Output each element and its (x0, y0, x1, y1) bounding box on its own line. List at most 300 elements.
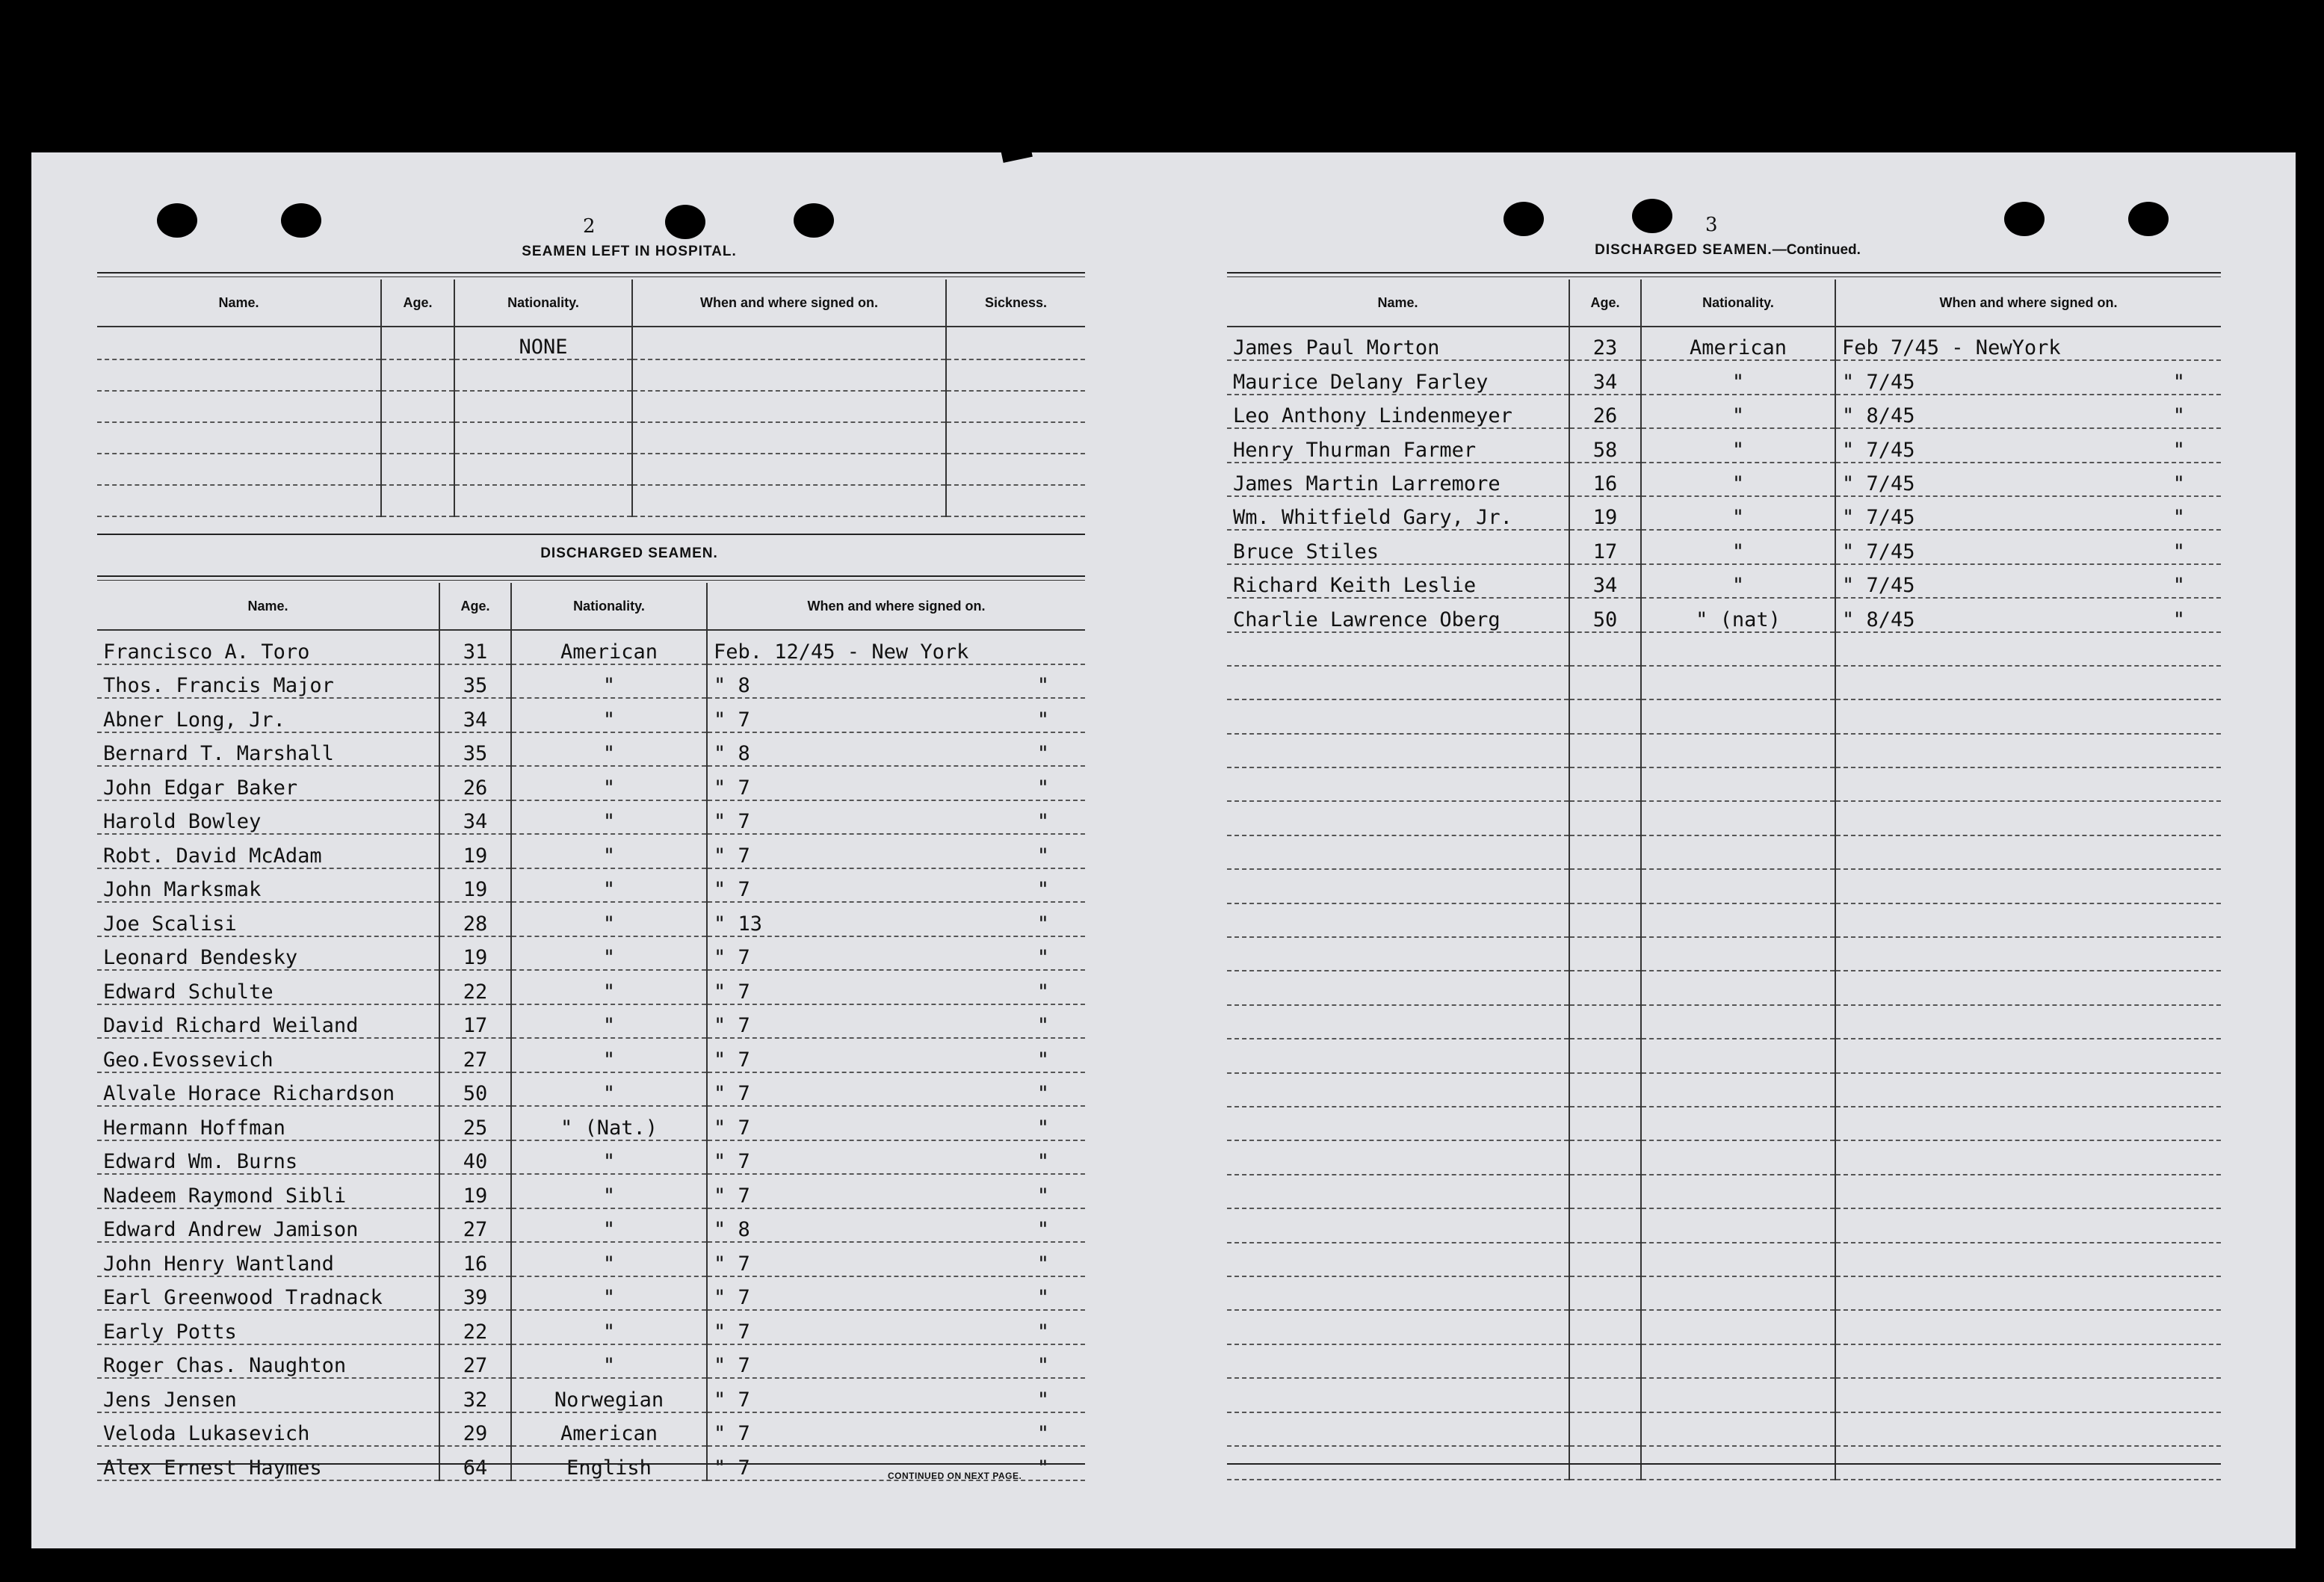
seaman-name: Earl Greenwood Tradnack (97, 1276, 439, 1311)
signed-on-cell (1835, 869, 2221, 903)
seaman-name (1227, 666, 1569, 699)
signed-on-entry (1842, 405, 2221, 427)
seaman-age (1569, 1310, 1641, 1344)
seaman-nationality (1641, 835, 1835, 869)
seaman-nationality: " (511, 1072, 707, 1107)
signed-on-date: " 7 (714, 1082, 750, 1105)
seaman-nationality (1641, 666, 1835, 699)
signed-on-date: " 7 (714, 878, 750, 901)
signed-on-cell (1835, 1344, 2221, 1378)
binder-hole (2004, 202, 2045, 236)
seaman-age (1569, 1243, 1641, 1276)
seaman-name: James Paul Morton (1227, 327, 1569, 360)
table-row (97, 630, 1085, 664)
seaman-nationality: " (511, 732, 707, 767)
seaman-name: Jens Jensen (97, 1378, 439, 1412)
seaman-age (1569, 767, 1641, 801)
signed-on-date: " 7/45 (1842, 540, 1915, 563)
column-header-signed-on: When and where signed on. (632, 279, 946, 327)
column-header-name: Name. (97, 279, 381, 327)
seaman-age (1569, 1005, 1641, 1039)
signed-on-cell (1835, 327, 2221, 360)
signed-on-date: " 8/45 (1842, 608, 1915, 631)
signed-on-date: " 7 (714, 810, 750, 833)
signed-on-cell (1835, 1005, 2221, 1039)
seaman-age: 19 (439, 1174, 511, 1208)
discharged-continued-title (1504, 242, 1952, 259)
signed-on-cell (1835, 395, 2221, 428)
seaman-age: 28 (439, 902, 511, 936)
seaman-age: 35 (439, 732, 511, 767)
column-header-age: Age. (439, 583, 511, 630)
column-header-age: Age. (1569, 279, 1641, 327)
seaman-name: Edward Wm. Burns (97, 1140, 439, 1175)
signed-on-entry (714, 1117, 1085, 1140)
seaman-name: Richard Keith Leslie (1227, 564, 1569, 598)
seaman-nationality: " (1641, 395, 1835, 428)
table-row (97, 970, 1085, 1004)
signed-on-cell (707, 1344, 1085, 1379)
table-row (1227, 801, 2221, 835)
discharged-section-title: DISCHARGED SEAMEN. (540, 546, 718, 561)
seaman-nationality: Norwegian (511, 1378, 707, 1412)
table-row (97, 1242, 1085, 1276)
signed-on-place: " (1036, 674, 1049, 697)
signed-on-place: " (2172, 404, 2185, 428)
seaman-nationality (1641, 1005, 1835, 1039)
signed-on-place: " (1036, 912, 1049, 936)
seaman-name: Wm. Whitfield Gary, Jr. (1227, 496, 1569, 530)
discharged-table (97, 583, 1085, 1481)
signed-on-place: " (1036, 878, 1049, 901)
seaman-age: 39 (439, 1276, 511, 1311)
seaman-name: Edward Andrew Jamison (97, 1208, 439, 1243)
seaman-age: 58 (1569, 428, 1641, 462)
seaman-age (1569, 835, 1641, 869)
signed-on-entry (714, 709, 1085, 732)
signed-on-date: Feb 7/45 - NewYork (1842, 336, 2061, 360)
discharged-continued-table (1227, 279, 2221, 1480)
seaman-name (1227, 1175, 1569, 1208)
column-header-nationality: Nationality. (1641, 279, 1835, 327)
seaman-name: Hermann Hoffman (97, 1106, 439, 1140)
signed-on-date: " 7 (714, 1048, 750, 1072)
table-row (1227, 1276, 2221, 1310)
seaman-name: Leo Anthony Lindenmeyer (1227, 395, 1569, 428)
seaman-nationality (1641, 1073, 1835, 1107)
signed-on-entry (714, 1253, 1085, 1276)
signed-on-place: " (1036, 980, 1049, 1004)
signed-on-cell (707, 800, 1085, 835)
table-row (1227, 971, 2221, 1004)
table-row (1227, 903, 2221, 937)
table-row (97, 732, 1085, 767)
signed-on-entry (714, 1083, 1085, 1105)
seaman-age (1569, 1073, 1641, 1107)
seaman-name: Robt. David McAdam (97, 834, 439, 868)
table-row (1227, 937, 2221, 971)
seaman-nationality: " (1641, 428, 1835, 462)
signed-on-entry (1842, 337, 2221, 359)
signed-on-cell (1835, 1310, 2221, 1344)
signed-on-cell (707, 698, 1085, 732)
signed-on-entry (714, 913, 1085, 936)
signed-on-date: " 7 (714, 1422, 750, 1445)
seaman-nationality: " (511, 766, 707, 800)
signed-on-cell (1835, 530, 2221, 563)
table-row (1227, 496, 2221, 530)
signed-on-cell (707, 868, 1085, 903)
section-rule (97, 276, 1085, 277)
table-row (97, 1412, 1085, 1447)
seaman-name: Roger Chas. Naughton (97, 1344, 439, 1379)
signed-on-cell (1835, 598, 2221, 631)
column-header-name: Name. (97, 583, 439, 630)
seaman-age: 31 (439, 630, 511, 664)
signed-on-cell (707, 1140, 1085, 1175)
table-row (97, 936, 1085, 971)
signed-on-cell (1835, 801, 2221, 835)
signed-on-place: " (2172, 438, 2185, 462)
signed-on-place: " (1036, 1252, 1049, 1276)
seaman-age (1569, 632, 1641, 666)
table-row (97, 902, 1085, 936)
seaman-name (1227, 632, 1569, 666)
table-row (1227, 428, 2221, 462)
signed-on-entry (714, 845, 1085, 868)
signed-on-entry (1842, 439, 2221, 462)
seaman-nationality: " (1641, 564, 1835, 598)
signed-on-entry (714, 1015, 1085, 1037)
signed-on-place: " (2172, 574, 2185, 598)
seaman-name: Alvale Horace Richardson (97, 1072, 439, 1107)
seaman-age: 19 (1569, 496, 1641, 530)
seaman-age (1569, 1208, 1641, 1242)
table-row (1227, 530, 2221, 563)
seaman-nationality (1641, 1175, 1835, 1208)
signed-on-date: " 7 (714, 946, 750, 969)
signed-on-entry (714, 641, 1085, 664)
binder-hole (2128, 202, 2169, 236)
table-row (97, 1004, 1085, 1039)
signed-on-cell (1835, 937, 2221, 971)
seaman-age (1569, 801, 1641, 835)
signed-on-cell (707, 834, 1085, 868)
seaman-name (1227, 1243, 1569, 1276)
table-row (1227, 666, 2221, 699)
signed-on-date: " 7 (714, 776, 750, 800)
signed-on-entry (714, 743, 1085, 765)
seaman-age: 25 (439, 1106, 511, 1140)
table-row (1227, 1378, 2221, 1412)
seaman-age: 16 (439, 1242, 511, 1276)
signed-on-place: " (1036, 1456, 1049, 1480)
binder-hole (794, 203, 834, 238)
seaman-nationality: " (1641, 496, 1835, 530)
column-header-name: Name. (1227, 279, 1569, 327)
signed-on-cell (707, 1276, 1085, 1311)
signed-on-entry (714, 947, 1085, 969)
seaman-name: Edward Schulte (97, 970, 439, 1004)
signed-on-date: Feb. 12/45 - New York (714, 640, 969, 664)
seaman-name: Veloda Lukasevich (97, 1412, 439, 1447)
signed-on-date: " 7/45 (1842, 370, 1915, 394)
seaman-name (1227, 1412, 1569, 1446)
seaman-name (1227, 1276, 1569, 1310)
signed-on-cell (1835, 1073, 2221, 1107)
signed-on-cell (707, 902, 1085, 936)
signed-on-cell (1835, 666, 2221, 699)
binder-hole (1632, 199, 1672, 233)
seaman-name (1227, 1107, 1569, 1140)
signed-on-place: " (1036, 1014, 1049, 1037)
seaman-age (1569, 1378, 1641, 1412)
signed-on-place: " (1036, 946, 1049, 969)
seaman-name: Abner Long, Jr. (97, 698, 439, 732)
seaman-nationality: American (511, 1412, 707, 1447)
seaman-name (1227, 1208, 1569, 1242)
table-row (97, 1310, 1085, 1344)
signed-on-cell (707, 1004, 1085, 1039)
signed-on-date: " 7 (714, 708, 750, 732)
signed-on-cell (707, 1038, 1085, 1072)
signed-on-date: " 7/45 (1842, 574, 1915, 598)
signed-on-place: " (2172, 370, 2185, 394)
seaman-name: Geo.Evossevich (97, 1038, 439, 1072)
seaman-nationality: " (511, 1208, 707, 1243)
signed-on-date: " 7/45 (1842, 506, 1915, 530)
seaman-name: James Martin Larremore (1227, 463, 1569, 496)
seaman-age: 23 (1569, 327, 1641, 360)
column-header-age: Age. (381, 279, 454, 327)
seaman-age (1569, 937, 1641, 971)
seaman-name (1227, 1344, 1569, 1378)
table-row (1227, 1073, 2221, 1107)
table-row (1227, 1344, 2221, 1378)
seaman-nationality (1641, 1344, 1835, 1378)
seaman-nationality (1641, 1039, 1835, 1072)
signed-on-place: " (1036, 1388, 1049, 1412)
seaman-name: John Marksmak (97, 868, 439, 903)
signed-on-entry (1842, 541, 2221, 563)
seaman-name: Harold Bowley (97, 800, 439, 835)
seaman-age: 34 (439, 698, 511, 732)
signed-on-cell (707, 1072, 1085, 1107)
seaman-name: Leonard Bendesky (97, 936, 439, 971)
seaman-age: 26 (1569, 395, 1641, 428)
signed-on-place: " (1036, 776, 1049, 800)
seaman-nationality: " (Nat.) (511, 1106, 707, 1140)
signed-on-cell (1835, 1378, 2221, 1412)
signed-on-cell (1835, 360, 2221, 394)
seaman-age (1569, 971, 1641, 1004)
seaman-name: Bruce Stiles (1227, 530, 1569, 563)
signed-on-cell (1835, 1243, 2221, 1276)
seaman-age: 34 (1569, 564, 1641, 598)
signed-on-date: " 7 (714, 1456, 750, 1480)
seaman-nationality: " (1641, 530, 1835, 563)
table-row (97, 1344, 1085, 1379)
binder-hole (665, 205, 705, 239)
table-row (97, 834, 1085, 868)
signed-on-cell (1835, 835, 2221, 869)
signed-on-entry (1842, 507, 2221, 529)
seaman-name: Nadeem Raymond Sibli (97, 1174, 439, 1208)
signed-on-cell (1835, 1175, 2221, 1208)
seaman-nationality (1641, 734, 1835, 767)
signed-on-date: " 7 (714, 1354, 750, 1377)
signed-on-place: " (2172, 540, 2185, 563)
seaman-name (1227, 869, 1569, 903)
seaman-age: 35 (439, 664, 511, 699)
table-row (1227, 360, 2221, 394)
signed-on-entry (714, 811, 1085, 833)
table-row (97, 766, 1085, 800)
signed-on-entry (714, 1389, 1085, 1412)
signed-on-place: " (1036, 1218, 1049, 1241)
seaman-name (1227, 1378, 1569, 1412)
signed-on-cell (1835, 1276, 2221, 1310)
table-row (97, 1106, 1085, 1140)
seaman-age (1569, 1276, 1641, 1310)
table-row (1227, 1310, 2221, 1344)
table-row (1227, 632, 2221, 666)
section-rule (1227, 276, 2221, 277)
seaman-name: Charlie Lawrence Oberg (1227, 598, 1569, 631)
continued-note: CONTINUED ON NEXT PAGE. (888, 1471, 1022, 1481)
seaman-name (1227, 1005, 1569, 1039)
signed-on-cell (1835, 903, 2221, 937)
seaman-age (1569, 734, 1641, 767)
signed-on-date: " 7 (714, 844, 750, 868)
seaman-nationality (1641, 1378, 1835, 1412)
seaman-name (1227, 903, 1569, 937)
seaman-nationality: " (511, 1004, 707, 1039)
seaman-name (1227, 801, 1569, 835)
signed-on-entry (714, 879, 1085, 901)
table-row (1227, 395, 2221, 428)
seaman-age: 27 (439, 1208, 511, 1243)
seaman-name (1227, 734, 1569, 767)
signed-on-place: " (1036, 1150, 1049, 1173)
seaman-nationality: English (511, 1446, 707, 1480)
hospital-table (97, 279, 1085, 517)
table-row (97, 1038, 1085, 1072)
seaman-nationality (1641, 1412, 1835, 1446)
table-row (97, 664, 1085, 699)
table-row (1227, 1140, 2221, 1174)
signed-on-cell (1835, 1208, 2221, 1242)
seaman-name: John Edgar Baker (97, 766, 439, 800)
signed-on-entry (714, 1049, 1085, 1072)
signed-on-date: " 7/45 (1842, 438, 1915, 462)
page-number: 3 (1705, 214, 1718, 236)
signed-on-cell (707, 1174, 1085, 1208)
seaman-age: 16 (1569, 463, 1641, 496)
signed-on-cell (707, 630, 1085, 664)
column-header-signed-on: When and where signed on. (707, 583, 1085, 630)
signed-on-cell (1835, 1039, 2221, 1072)
signed-on-cell (707, 732, 1085, 767)
table-row (97, 1140, 1085, 1175)
seaman-age: 34 (1569, 360, 1641, 394)
binder-hole (1504, 202, 1544, 236)
hospital-none-entry: NONE (454, 327, 632, 359)
signed-on-cell (1835, 496, 2221, 530)
seaman-age (1569, 1412, 1641, 1446)
seaman-age: 50 (439, 1072, 511, 1107)
signed-on-place: " (1036, 742, 1049, 765)
seaman-nationality: " (511, 1174, 707, 1208)
column-header-nationality: Nationality. (454, 279, 632, 327)
seaman-nationality: " (511, 1344, 707, 1379)
document-sheet (31, 152, 2296, 1548)
signed-on-place: " (2172, 506, 2185, 530)
section-rule (97, 580, 1085, 581)
seaman-nationality (1641, 1243, 1835, 1276)
seaman-name (1227, 1039, 1569, 1072)
signed-on-cell (1835, 699, 2221, 733)
seaman-name: Early Potts (97, 1310, 439, 1344)
seaman-nationality: " (nat) (1641, 598, 1835, 631)
signed-on-cell (1835, 734, 2221, 767)
seaman-nationality (1641, 1140, 1835, 1174)
table-row (1227, 869, 2221, 903)
seaman-nationality: " (511, 698, 707, 732)
seaman-nationality: " (511, 1310, 707, 1344)
signed-on-entry (714, 777, 1085, 800)
table-row (1227, 767, 2221, 801)
signed-on-cell (1835, 1412, 2221, 1446)
seaman-age: 50 (1569, 598, 1641, 631)
signed-on-date: " 7 (714, 1014, 750, 1037)
seaman-age: 17 (439, 1004, 511, 1039)
seaman-nationality: " (1641, 360, 1835, 394)
table-row (1227, 564, 2221, 598)
signed-on-entry (714, 981, 1085, 1004)
seaman-name (1227, 1310, 1569, 1344)
signed-on-date: " 7 (714, 1116, 750, 1140)
seaman-nationality (1641, 632, 1835, 666)
signed-on-cell (707, 664, 1085, 699)
signed-on-date: " 7 (714, 1320, 750, 1344)
table-row (97, 1072, 1085, 1107)
signed-on-place: " (1036, 1116, 1049, 1140)
column-header-sickness: Sickness. (946, 279, 1085, 327)
seaman-nationality: " (511, 1140, 707, 1175)
table-row (97, 1276, 1085, 1311)
section-rule (97, 575, 1085, 577)
seaman-age (1569, 1039, 1641, 1072)
seaman-nationality: " (511, 834, 707, 868)
signed-on-date: " 7 (714, 1252, 750, 1276)
seaman-nationality (1641, 971, 1835, 1004)
seaman-age: 19 (439, 868, 511, 903)
seaman-nationality: " (511, 664, 707, 699)
table-row (1227, 1039, 2221, 1072)
signed-on-cell (1835, 632, 2221, 666)
seaman-nationality: " (511, 902, 707, 936)
signed-on-place: " (1036, 1184, 1049, 1208)
seaman-nationality: " (511, 1038, 707, 1072)
seaman-name: David Richard Weiland (97, 1004, 439, 1039)
signed-on-cell (1835, 767, 2221, 801)
seaman-name: Bernard T. Marshall (97, 732, 439, 767)
signed-on-date: " 13 (714, 912, 763, 936)
seaman-nationality: American (1641, 327, 1835, 360)
title-continued: —Continued. (1772, 242, 1861, 258)
signed-on-cell (707, 970, 1085, 1004)
